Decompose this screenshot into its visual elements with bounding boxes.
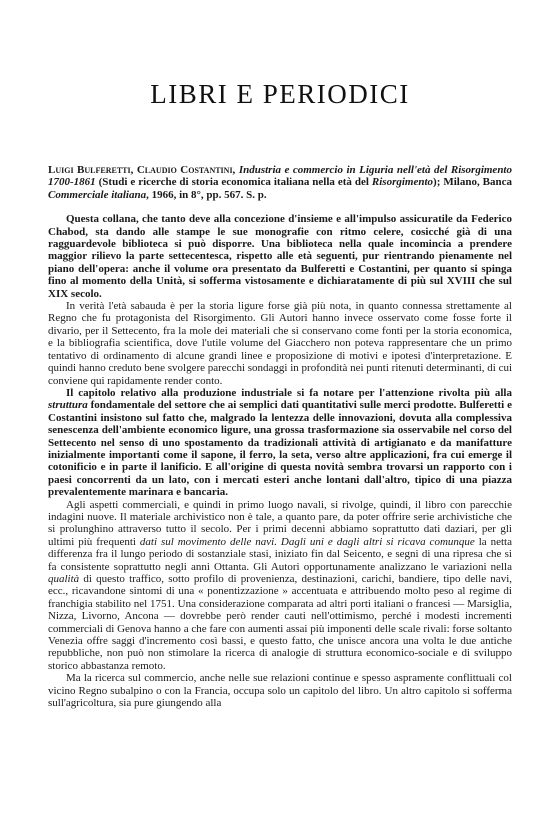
book-citation: [48, 164, 512, 201]
citation-publisher: Milano, Banca Commerciale italiana, 1966, in 8°, pp. 567. S. p.: [48, 176, 512, 201]
paragraph-3: Il capitolo relativo alla produzione industriale si fa notare per l'attenzione rivolta più alla struttura fondamentale del settore che ai semplici dati quantitativi sulle merci prodotte. Bulferetti e Costantini insistono sul fatto che, malgrado la lentezza delle innovazioni, dovuta alla complessiva senescenza dell'ambiente economico ligure, una grossa trasformazione sia osservabile nel corso del Settecento nel senso di uno spostamento da tradizionali attività di artigianato e da manifatture inizialmente importanti come il sapone, il ferro, la seta, verso altre applicazioni, fra cui emerge il cotonificio e in parte il lanificio. E all'origine di questa novità sembra trovarsi un rapporto con i paesi concorrenti da un lato, con i mercati esteri anche lontani dall'altro, tipico di una piazza prevalentemente marinara e bancaria.: [48, 386, 512, 499]
paragraph-2: In verità l'età sabauda è per la storia ligure forse già più nota, in quanto connessa strettamente al Regno che fu protagonista del Risorgimento. Gli Autori hanno invece osservato come fosse forte il divario, per il Settecento, fra la mole dei materiali che si conservano come fonti per la storia economica, e la bibliografia scientifica, dove l'utile volume del Giacchero non poteva rappresentare che un primo tentativo di ordinamento di alcune grandi linee e proposizione di motivi e ipotesi d'interpretazione. E quindi hanno creduto bene svolgere parecchi sondaggi in profondità nei punti ritenuti determinanti, di cui conviene qui rapidamente render conto.: [48, 300, 513, 387]
citation-book-title: Industria e commercio in Liguria nell'età del Risorgimento 1700-1861: [48, 164, 512, 189]
citation-authors: Luigi Bulferetti, Claudio Costantini,: [48, 164, 236, 176]
paragraph-4: Agli aspetti commerciali, e quindi in primo luogo navali, si rivolge, quindi, il libro con parecchie indagini nuove. Il materiale archivistico non è tale, a quanto pare, da poter offrire serie archivistiche che si prolunghino attraverso tutto il secolo. Per i primi decenni abbiamo soprattutto dati daziari, per gli ultimi più frequenti dati sul movimento delle navi. Dagli uni e dagli altri si ricava comunque la netta differenza fra il lungo periodo di sostanziale stasi, iniziato fin dal Seicento, e segni di una ripresa che si fa consistente soprattutto negli anni Ottanta. Gli Autori opportunamente analizzano le variazioni nella qualità di questo traffico, sotto profilo di provenienza, destinazioni, carichi, bandiere, tipo delle navi, ecc., ricavandone sintomi di una « ponentizzazione » accentuata e attribuendo molto peso al regime di franchigia stabilito nel 1751. Una considerazione comparata ad altri porti italiani o francesi — Marsiglia, Nizza, Livorno, Ancona — dovrebbe però render cauti nell'ottimismo, perché i modesti incrementi commerciali di Genova hanno a che fare con aumenti assai più imponenti delle scale rivali: forse soltanto Venezia offre saggi d'incremento così bassi, e questo fatto, che unisce ancora una volta le due antiche repubbliche, non può non stimolare la ricerca di analogie di struttura economico-sociale e di sviluppo storico abbastanza remoto.: [48, 498, 512, 672]
paragraph-1: Questa collana, che tanto deve alla concezione d'insieme e all'impulso assicuratile da Federico Chabod, sta dando alle stampe le sue monografie con ritmo celere, cosicché già di una ragguardevole biblioteca si può disporre. Una biblioteca nella quale incomincia a prendere maggior rilievo la parte settecentesca, rispetto alle età seguenti, pur rientrando pienamente nel piano dell'opera: anche il volume ora presentato da Bulferetti e Costantini, per quanto si spinga fino al momento della Unità, si soffermа vistosamente e dichiaratamente di più sul XVIII che sul XIX secolo.: [48, 213, 512, 300]
section-heading: LIBRI E PERIODICI: [150, 79, 410, 109]
paragraph-5: Ma la ricerca sul commercio, anche nelle sue relazioni continue e spesso aspramente conflittuali col vicino Regno subalpino o con la Francia, occupa solo un capitolo del libro. Un altro capitolo si sofferma sull'agricoltura, sia pure giungendo alla: [48, 672, 512, 710]
review-body: [48, 213, 512, 709]
citation-series: (Studi e ricerche di storia economica italiana nella età del Risorgimento);: [98, 176, 441, 189]
